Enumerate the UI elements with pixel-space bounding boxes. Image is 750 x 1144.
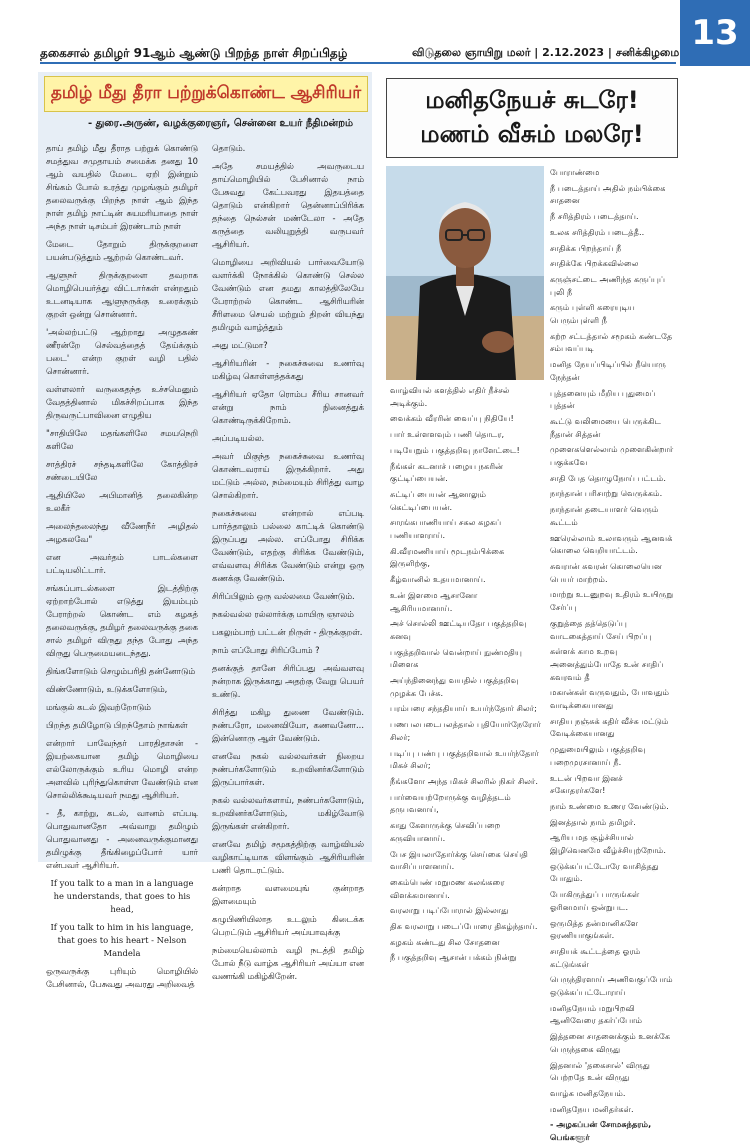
poem-line: கற்ற சட்டத்தால் சமூகம் கண்டதே சம்பவப்படி — [550, 330, 673, 354]
verse-line: கன்றாத வளமையுங் குன்றாத இளமையும் — [212, 883, 364, 906]
poem-line: இத்தனை சாதனைக்கும் உனக்கே பெருந்தகை விருது — [550, 1031, 671, 1054]
poem-line: பெருந்திரளாய் அணிவகுப்போம் ஒடுக்கப்பட்டோராய் — [550, 974, 673, 998]
paragraph: தனக்குத் தானே சிரிப்பது அவ்வளவு நன்றாக இருக்காது அதற்கு வேறு பெயர் உண்டு. — [212, 663, 364, 699]
poem-line: நீ பகுத்தறிவு ஆசான் பக்கம் நின்று — [390, 952, 517, 963]
poem-line: உடன் பிறவா இனச் சகோதரர்களே! — [550, 772, 623, 796]
right-article — [380, 72, 676, 1143]
verse-line: அலைந்தலைந்து வீணேநீர் அழிதல் அழகலவே" — [46, 521, 198, 544]
poem-line: பார்வையற்றோருக்கு வழித்தடம் தருபவனாய், — [390, 791, 511, 815]
poem-line: குறுத்தை தத்தெடுப்பு வாடகைத்தாய் சேய் பிறப்பு — [550, 617, 652, 641]
poem-headline — [386, 78, 678, 158]
paragraph: தொடும். — [212, 143, 246, 153]
verse-line: "சாதியிலே மதங்களிலே சமயநெறி களிலே — [46, 428, 198, 451]
poem-line: கீழ்வானில் உதயமானாய். — [390, 574, 486, 585]
poem-line: மகான்கள் வருவதும், போவதும் வாடிக்கையானது — [550, 687, 670, 711]
paragraph: ஒருவருக்கு புரியும் மொழியில் பேசினால், பேசுவது அவரது அறிவைத் — [46, 966, 198, 989]
portrait-photo — [386, 166, 544, 380]
poem-line: படிப்பு பண்பு பகுத்தறிவால் உயர்ந்தோர் மிகச் சிலர்; — [390, 747, 539, 771]
poem-column-below-photo — [390, 384, 542, 963]
paragraph: என அவர்தம் பாடல்களை பட்டியலிட்டார். — [46, 552, 198, 575]
page-header — [0, 0, 750, 66]
paragraph: என்றார் பாவேந்தர் பாரதிதாசன் - இயற்கையான தமிழ் மொழியை எல்லோருக்கும் உரிய மொழி என்ற அளவில் புரிந்துகொள்ள வேண்டும் என சொல்லிக்கூடியவர் நமது ஆசிரியர். — [46, 738, 198, 800]
poem-line: கழகம் கண்டது சில சோதனை — [390, 936, 500, 947]
paragraph: தாய் தமிழ் மீது தீராத பற்றுக் கொண்டு சமத்துவ சமுதாயம் சமைக்க தனது 10 ஆம் வயதில் மேடை ஏறி இன்றும் சிங்கம் போல் உரத்து முழங்கும் தமிழர் தலைவருக்கு பிறந்த நாள் ஆம் இந்த நாள் தமிழ் நாட்டின் சுயமரியாதை நாள் அந்த நாள் டிசம்பர் இரண்டாம் நாள் — [46, 143, 198, 231]
poem-line: அய்ந்தினைந்து வயதில் பகுத்தறிவு முழக்க பேச்சு. — [390, 675, 519, 698]
poem-line: சாதிக்கே பிறக்கவில்லை — [550, 258, 639, 269]
poem-line: போராண்மை — [550, 167, 600, 177]
poem-line: பணபலபடைபலத்தால் புதியோர்நேரோர் சிலர்; — [390, 719, 541, 742]
paragraph: சிரிப்பிலும் ஒரு வல்லமை வேண்டும். — [212, 591, 355, 601]
poem-line: வாழ்க மனிதநேயம். — [550, 1088, 626, 1098]
poem-line: புத்தனையும் மீறிய புதுமைப் புத்தன் — [550, 387, 656, 411]
poem-line: நாந்தான் தடையாளர் வெரும் கூட்டம் — [550, 504, 659, 527]
paragraph: எனவே நகல் வல்லவர்கள் நிறைய நண்பர்களோடும் உறவினர்களோடும் இருப்பார்கள். — [212, 751, 364, 787]
poem-line: மனித நேயப்பிடிப்பில் நீயொரு நேந்தன் — [550, 359, 666, 382]
headline-line-1: மனிதநேயச் சுடரே! — [425, 86, 639, 114]
paragraph: எனவே தமிழ் சமூகத்திற்கு வாழ்வியல் வழிகாட்டியாக விளங்கும் ஆசிரியரின் பணி தொடரட்டும். — [212, 839, 364, 875]
poem-column-right — [550, 166, 676, 1143]
paragraph: அவர் மிகுந்த நகைச்சுவை உணர்வு கொண்டவராய் இருக்கிறார். அது மட்டும் அல்ல, நம்மையும் சிரித்து வாழ சொல்கிறார். — [212, 451, 364, 500]
poem-line: பரம்பரை சந்ததியாய் உயர்ந்தோர் சிலர்; — [390, 703, 537, 714]
paragraph: அது மட்டுமா? — [212, 340, 268, 350]
poem-line: சாரங்கபாணியாய் சகல கழகப் பணியாளராய். — [390, 517, 502, 541]
poem-line: நீங்களோ அந்த மிகச் சிலரில் நிகர் சிலர். — [390, 775, 538, 786]
poem-line: திசு வரலாறு படைப்போரை திகழ்ந்தாய். — [390, 921, 538, 932]
paragraph: மேடை தோறும் திருக்குறளை பயன்படுத்தும் ஆற்றல் கொண்டவர். — [46, 239, 198, 262]
poem-line: கள்ளக் காம உறவு அனைத்தும்போதே உன் சாதிப் கவரவம் தீ — [550, 646, 664, 682]
verse-line: பிறந்த தமிழோடு பிறந்தோம் நாங்கள் — [46, 720, 188, 730]
verse-line: நகல்வல்ல ரல்லார்க்கு மாயிரு ஞாலம் — [212, 609, 354, 619]
poem-line: நீ படைத்தாய் அதில் நம்பிக்கை சாதனை — [550, 182, 666, 206]
left-article — [38, 72, 372, 989]
paragraph: சங்கப்பாடல்களை இடத்திற்கு ஏற்றாற்போல் எடுத்து இயம்பும் பேராற்றல் கொண்ட எம் கழகத் தலைவருக்கு, தமிழர் தலைவருக்கு தகை சால் தமிழர் விருது தந்த போது அந்த விருது பெருமையடைந்தது. — [46, 583, 198, 658]
verse-line: ஆதியிலே அபிமானித் தலைகின்ற உலகீர் — [46, 490, 198, 513]
poem-line: நீங்கள் கடனாச் பழைய நகரின் குட்டிப்பையன். — [390, 460, 504, 484]
verse-line: பகலும்பாற் பட்டன் றிருள் - திருக்குறள். — [212, 627, 363, 637]
english-quote: If you talk to a man in a language he understands, that goes to his head, — [50, 878, 194, 914]
paragraph: நகைச்சுவை என்றால் எப்படி பார்த்தாலும் பல்லை காட்டிக் கொண்டு இருப்பது அல்ல. எப்போது சிரிக்க வேண்டும், எதற்கு சிரிக்க வேண்டும், எவ்வளவு சிரிக்க வேண்டும் என்று ஒரு கணக்கு வேண்டும். — [212, 508, 364, 583]
portrait-illustration — [386, 166, 544, 380]
poem-line: பகுத்தறிவால் வென்றாய் நுண்மதியு மிளைக — [390, 646, 522, 670]
paragraph: அதே சமயத்தில் அவருடைய தாய்மொழியில் பேசினால் நாம் பேசுவது கேட்பவரது இதயத்தை தொடும் என்கிறார் தென்னாப்பிரிக்க தந்தை நெல்சன் மண்டேலா - அதே கருத்தை வலியுறுத்தி வருபவர் ஆசிரியர். — [212, 161, 364, 249]
poem-line: உலக சரித்திரம் படைத்தீ.. — [550, 226, 645, 237]
verse-line: திங்களோடும் செழும்பரிதி தன்னோடும் — [46, 666, 196, 676]
verse-line: மங்குல் கடல் இவற்றோடும் — [46, 702, 151, 712]
poem-line: ஆரிய மத சூழ்ச்சியால் இழிவெனமே வீழ்ச்சியுற்றோம். — [550, 832, 666, 856]
poem-line: காது கேளாருக்கு செவிப்பறை கருவியானாய். — [390, 820, 501, 843]
paragraph: அப்படியல்ல. — [212, 433, 265, 443]
poem-line: சாதியக் கூட்டத்தை ஓரம் கட்டுங்கள் — [550, 945, 641, 969]
verse-line: சாத்திரச் சந்தடிகளிலே கோத்திரச் சண்டையிலே — [46, 459, 198, 482]
poem-credit: - அழகப்பன் சோமசுந்தரம், பெங்களூர் — [550, 1119, 652, 1143]
poem-line: சாதி பேத தொழுநோய் பட்டம். — [550, 472, 666, 483]
poem-line: இதனால் 'தகைசால்' விருது பெற்றதே உன் விருது — [550, 1059, 650, 1083]
poem-line: ஒருமித்த தன்மானிகளே ஒரணியாகுங்கள். — [550, 917, 639, 941]
poem-line: முதுமையிலும் பகுத்தறிவு பறைமுரசானாய் நீ. — [550, 744, 646, 767]
paragraph: நகல் வல்லவர்களாய், நண்பர்களோடும், உறவினர்களோடும், மகிழ்வோடு இருங்கள் என்கிறார். — [212, 795, 364, 831]
poem-line: வரலாறு படிப்போரால் இல்லாது — [390, 905, 509, 916]
poem-line: கூட்டு வலிமையை பெருக்கிட நீதான் சித்தன் — [550, 415, 662, 439]
poem-line: சாதிய நஞ்சுக் கதிர் வீச்சு மட்டும் வேடிக்கையானது — [550, 715, 669, 739]
poem-line: மனிதநேய மனிதர்கள். — [550, 1103, 634, 1114]
poem-line: ஊரெல்லாம் உலாவரும் ஆனவக் கொலை வெறியாட்டம். — [550, 532, 673, 556]
paragraph: வள்ளலார் வருகைதந்த உச்சமெனும் வேதத்தினால் மிகச்சிறப்பாக இந்த திருவருட்பாவினை எழுதிய — [46, 384, 198, 420]
header-left-title: தகைசால் தமிழர் 91ஆம் ஆண்டு பிறந்த நாள் சிறப்பிதழ் — [40, 46, 348, 60]
poem-line: பேச இயலாதோர்க்கு செய்கை செய்தி வாசிப்பாளனாய். — [390, 848, 529, 872]
paragraph: நாம் எப்போது சிரிப்போம் ? — [212, 645, 320, 655]
left-article-title: தமிழ் மீது தீரா பற்றுக்கொண்ட ஆசிரியர் — [44, 76, 368, 112]
poem-line: கி.வீரமணியாய் மூடநம்பிக்கை இருளிற்கு, — [390, 545, 505, 569]
poem-line: கருஞ்சட்டை அணிந்த கருப்புப் புலி நீ — [550, 273, 666, 297]
poem-line: சுவரான் சுவரன் கொலையென பெயர் மாற்றம். — [550, 560, 662, 584]
english-quote: If you talk to him in his language, that goes to his heart - Nelson Mandela — [50, 922, 194, 958]
poem-line: படியேறும் பகுத்தறிவு நாளேட்டை! — [390, 444, 520, 455]
poem-line: இனத்தால் நாம் தமிழர். — [550, 816, 636, 827]
paragraph: ஆசிரியரின் - நகைச்சுவை உணர்வு மகிழ்வு கொள்ளத்தக்கது — [212, 358, 364, 381]
paragraph: ஆளுநர் திருக்குறளை தவறாக மொழிபெயர்த்து விட்டார்கள் என்றதும் உடனடியாக ஆளுநருக்கு உரைக்கும் குறள் ஒன்று சொன்னார். — [46, 270, 198, 319]
poem-line: உன் இளமை ஆசானோ ஆசிரியமானாய். — [390, 589, 478, 613]
paragraph: கழுபிணியிலாத உடலும் கிடைக்க பெறட்டும் ஆசிரியர் அய்யாவுக்கு — [212, 914, 364, 937]
paragraph: சிரித்து மகிழ துணை வேண்டும். நண்பரோ, மனைவியோ, கணவனோ... இன்னொரு ஆள் வேண்டும். — [212, 707, 364, 743]
poem-line: முளைகளெல்லாம் முளைகின்றார் பகுக்கவே — [550, 444, 674, 468]
paragraph: மொழியை அறிவியல் பார்வையோடு வளர்க்கி நோக்கில் கொண்டு செல்ல வேண்டும் என தமது காலத்திலேயே பேராற்றல் கொண்ட ஆசிரியரின் சீரிளமை செயல் மற்றும் திறன் வியந்து தமிழும் வாழ்த்தும் — [212, 257, 364, 332]
left-article-column-1 — [46, 142, 198, 989]
poem-line: சுட்டிப் பையன் ஆனாலும் கெட்டிப்பையன். — [390, 488, 487, 512]
paragraph: ஆசிரியர் ஏதோ ரொம்ப சீரிய சானவர் என்று நாம் நினைத்துக் கொண்டிருக்கிறோம். — [212, 389, 364, 425]
poem-line: ஒடுக்கப்பட்டோரே வாசித்தது போதும். — [550, 860, 659, 884]
paragraph: நம்மையெல்லாம் வழி நடத்தி தமிழ் போல் நீடு வாழ்க ஆசிரியர் அய்யா என வணங்கி மகிழ்கிறேன். — [212, 945, 364, 981]
header-right-title: விடுதலை ஞாயிறு மலர் | 2.12.2023 | சனிக்கிழமை — [412, 46, 680, 59]
left-article-byline: - துரை.அருண், வழக்குரைஞர், சென்னை உயர் நீதிமன்றம் — [88, 118, 354, 129]
poem-line: கைம்பெண் மறுமண கலங்கரை விளக்கமானாய். — [390, 876, 505, 900]
poem-line: வாழ்வியல் களத்தில் எதிர் நீச்சல் அடிக்கும். — [390, 385, 510, 408]
poem-line: அச் சொல்லி ஊட்டியதோ பகுத்தறிவு கனவு — [390, 618, 527, 641]
header-rule — [40, 62, 676, 64]
paragraph: - தீ, காற்று, கடல், வானம் எப்படி பொதுவானதோ அவ்வாறு தமிழும் பொதுவானது - அனைவருக்குமானது தமிழுக்கு தீங்கிழைப்போர் யார் என்பவர் ஆசிரியர். — [46, 808, 198, 870]
page-number: 13 — [680, 0, 750, 66]
poem-line: பார் உள்ளளவும் பணி தொடர, — [390, 429, 505, 440]
poem-line: கரும் புள்ளி கரையுடிய பெரும்புள்ளி நீ — [550, 302, 635, 326]
poem-line: மனிதநேயம் மறுபிறவி ஆனிவேரை தகர்ப்போம் — [550, 1002, 643, 1026]
verse-line: விண்ணோடும், உடுக்களோடும், — [46, 684, 168, 694]
paragraph: 'அல்லற்பட்டு ஆற்றாது அழுதகண் ணீரன்றே செல்வத்தைத் தேய்க்கும் படை' என்ற குறள் வழி பதில் சொன்னார். — [46, 327, 198, 376]
poem-line: நாந்தான் பரிசாற்று வெருக்கம். — [550, 488, 663, 499]
poem-line: மாற்று உடனுறவு உதிரம் உயிருறு சேர்ப்பு — [550, 589, 674, 613]
poem-line: சாதிக்க பிறந்தாய் நீ — [550, 242, 622, 253]
poem-line: வைக்கம் வீரரின் வைப்பு நிதியே! — [390, 413, 514, 424]
poem-line: போகிருத்துப் பாருங்கள் ஓரினமாய் ஒன்றுபட. — [550, 889, 640, 912]
poem-line: நீ சரித்திரம் படைத்தாய். — [550, 211, 639, 222]
left-article-column-2 — [212, 142, 364, 981]
headline-line-2: மணம் வீசும் மலரே! — [420, 120, 644, 148]
poem-line: நாம் உண்மை உணர வேண்டும். — [550, 800, 669, 811]
